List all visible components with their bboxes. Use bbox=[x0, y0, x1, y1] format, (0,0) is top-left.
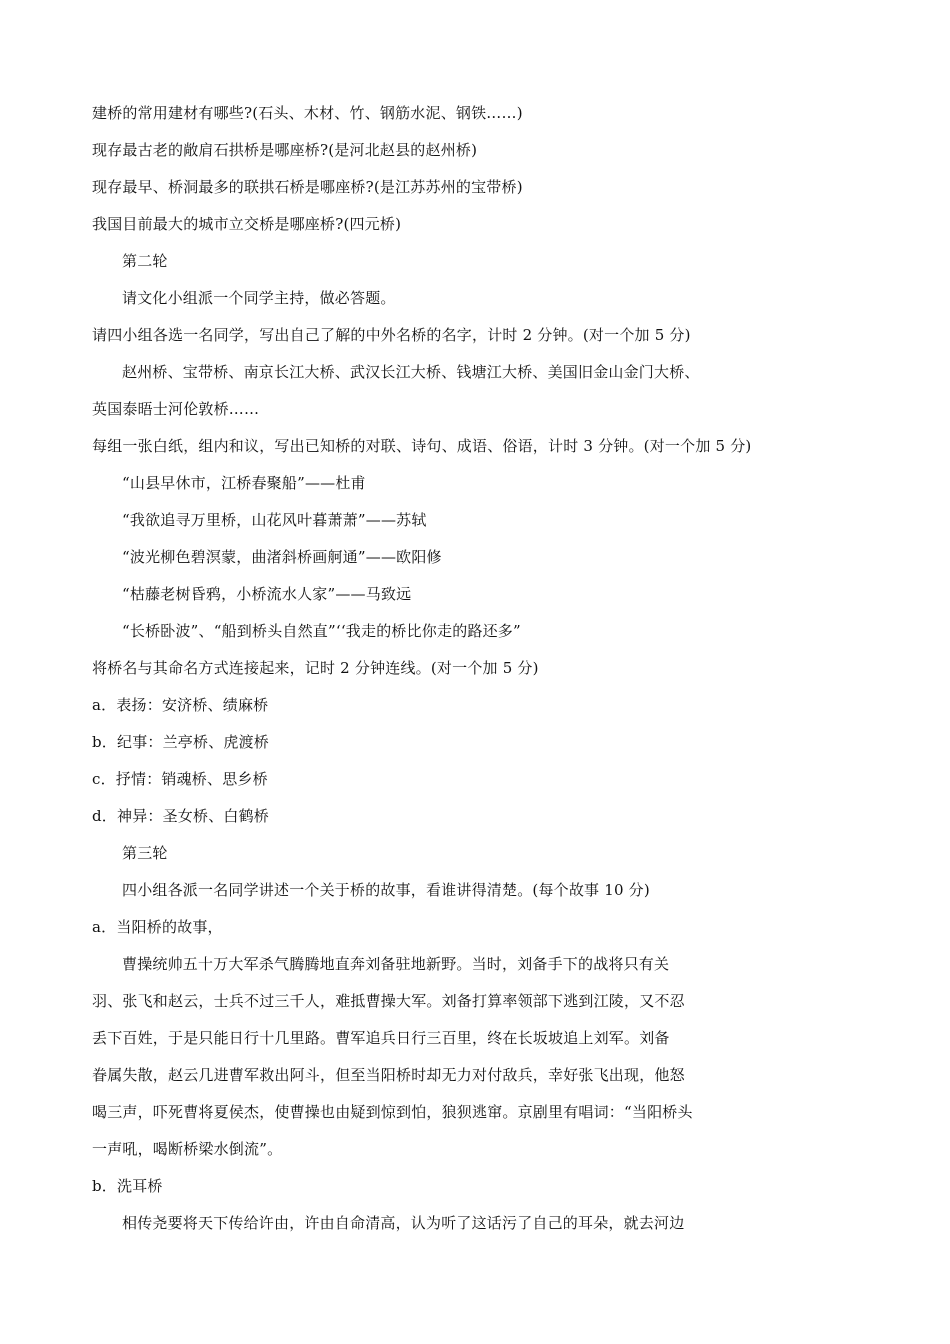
idioms-sayings: “长桥卧波”、“船到桥头自然直”‘‘我走的桥比你走的路还多” bbox=[122, 622, 521, 640]
task-match-names: 将桥名与其命名方式连接起来，记时 2 分钟连线。(对一个加 5 分) bbox=[92, 659, 539, 677]
poem-du-fu: “山县早休市，江桥春聚船”——杜甫 bbox=[122, 474, 366, 492]
match-item-a: a．表扬：安济桥、绩麻桥 bbox=[92, 696, 269, 714]
task-couplets-poems: 每组一张白纸，组内和议，写出已知桥的对联、诗句、成语、俗语，计时 3 分钟。(对一个加 5 分) bbox=[92, 437, 752, 455]
poem-ouyang-xiu: “波光柳色碧溟蒙，曲渚斜桥画舸通”——欧阳修 bbox=[122, 548, 442, 566]
story-a-line-3: 丢下百姓，于是只能日行十几里路。曹军追兵日行三百里，终在长坂坡追上刘军。刘备 bbox=[92, 1029, 670, 1047]
round-three-intro: 四小组各派一名同学讲述一个关于桥的故事，看谁讲得清楚。(每个故事 10 分) bbox=[122, 881, 650, 899]
round-two-intro: 请文化小组派一个同学主持，做必答题。 bbox=[122, 289, 396, 307]
story-a-line-6: 一声吼，喝断桥梁水倒流”。 bbox=[92, 1140, 283, 1158]
match-item-b: b．纪事：兰亭桥、虎渡桥 bbox=[92, 733, 270, 751]
poem-ma-zhiyuan: “枯藤老树昏鸦，小桥流水人家”——马致远 bbox=[122, 585, 412, 603]
question-largest-interchange: 我国目前最大的城市立交桥是哪座桥?(四元桥) bbox=[92, 215, 402, 233]
task-famous-bridges: 请四小组各选一名同学，写出自己了解的中外名桥的名字，计时 2 分钟。(对一个加 5 分) bbox=[92, 326, 691, 344]
story-a-line-5: 喝三声，吓死曹将夏侯杰，使曹操也由疑到惊到怕，狼狈逃窜。京剧里有唱词：“当阳桥头 bbox=[92, 1103, 693, 1121]
question-oldest-arch-bridge: 现存最古老的敞肩石拱桥是哪座桥?(是河北赵县的赵州桥) bbox=[92, 141, 478, 159]
match-item-c: c．抒情：销魂桥、思乡桥 bbox=[92, 770, 268, 788]
story-a-line-4: 眷属失散，赵云几进曹军救出阿斗，但至当阳桥时却无力对付敌兵，幸好张飞出现，他怒 bbox=[92, 1066, 685, 1084]
round-three-heading: 第三轮 bbox=[122, 844, 168, 862]
story-b-title: b．洗耳桥 bbox=[92, 1177, 163, 1195]
story-b-line-1: 相传尧要将天下传给许由，许由自命清高，认为听了这话污了自己的耳朵，就去河边 bbox=[122, 1214, 685, 1232]
round-two-heading: 第二轮 bbox=[122, 252, 168, 270]
question-most-arches-bridge: 现存最早、桥洞最多的联拱石桥是哪座桥?(是江苏苏州的宝带桥) bbox=[92, 178, 523, 196]
match-item-d: d．神异：圣女桥、白鹤桥 bbox=[92, 807, 270, 825]
story-a-line-1: 曹操统帅五十万大军杀气腾腾地直奔刘备驻地新野。当时，刘备手下的战将只有关 bbox=[122, 955, 670, 973]
story-a-title: a．当阳桥的故事， bbox=[92, 918, 223, 936]
answer-bridge-names-cont: 英国泰晤士河伦敦桥…… bbox=[92, 400, 260, 418]
question-building-materials: 建桥的常用建材有哪些?(石头、木材、竹、钢筋水泥、钢铁……) bbox=[92, 104, 523, 122]
answer-bridge-names: 赵州桥、宝带桥、南京长江大桥、武汉长江大桥、钱塘江大桥、美国旧金山金门大桥、 bbox=[122, 363, 700, 381]
story-a-line-2: 羽、张飞和赵云，士兵不过三千人，难抵曹操大军。刘备打算率领部下逃到江陵，又不忍 bbox=[92, 992, 685, 1010]
poem-su-shi: “我欲追寻万里桥，山花风叶暮萧萧”——苏轼 bbox=[122, 511, 427, 529]
